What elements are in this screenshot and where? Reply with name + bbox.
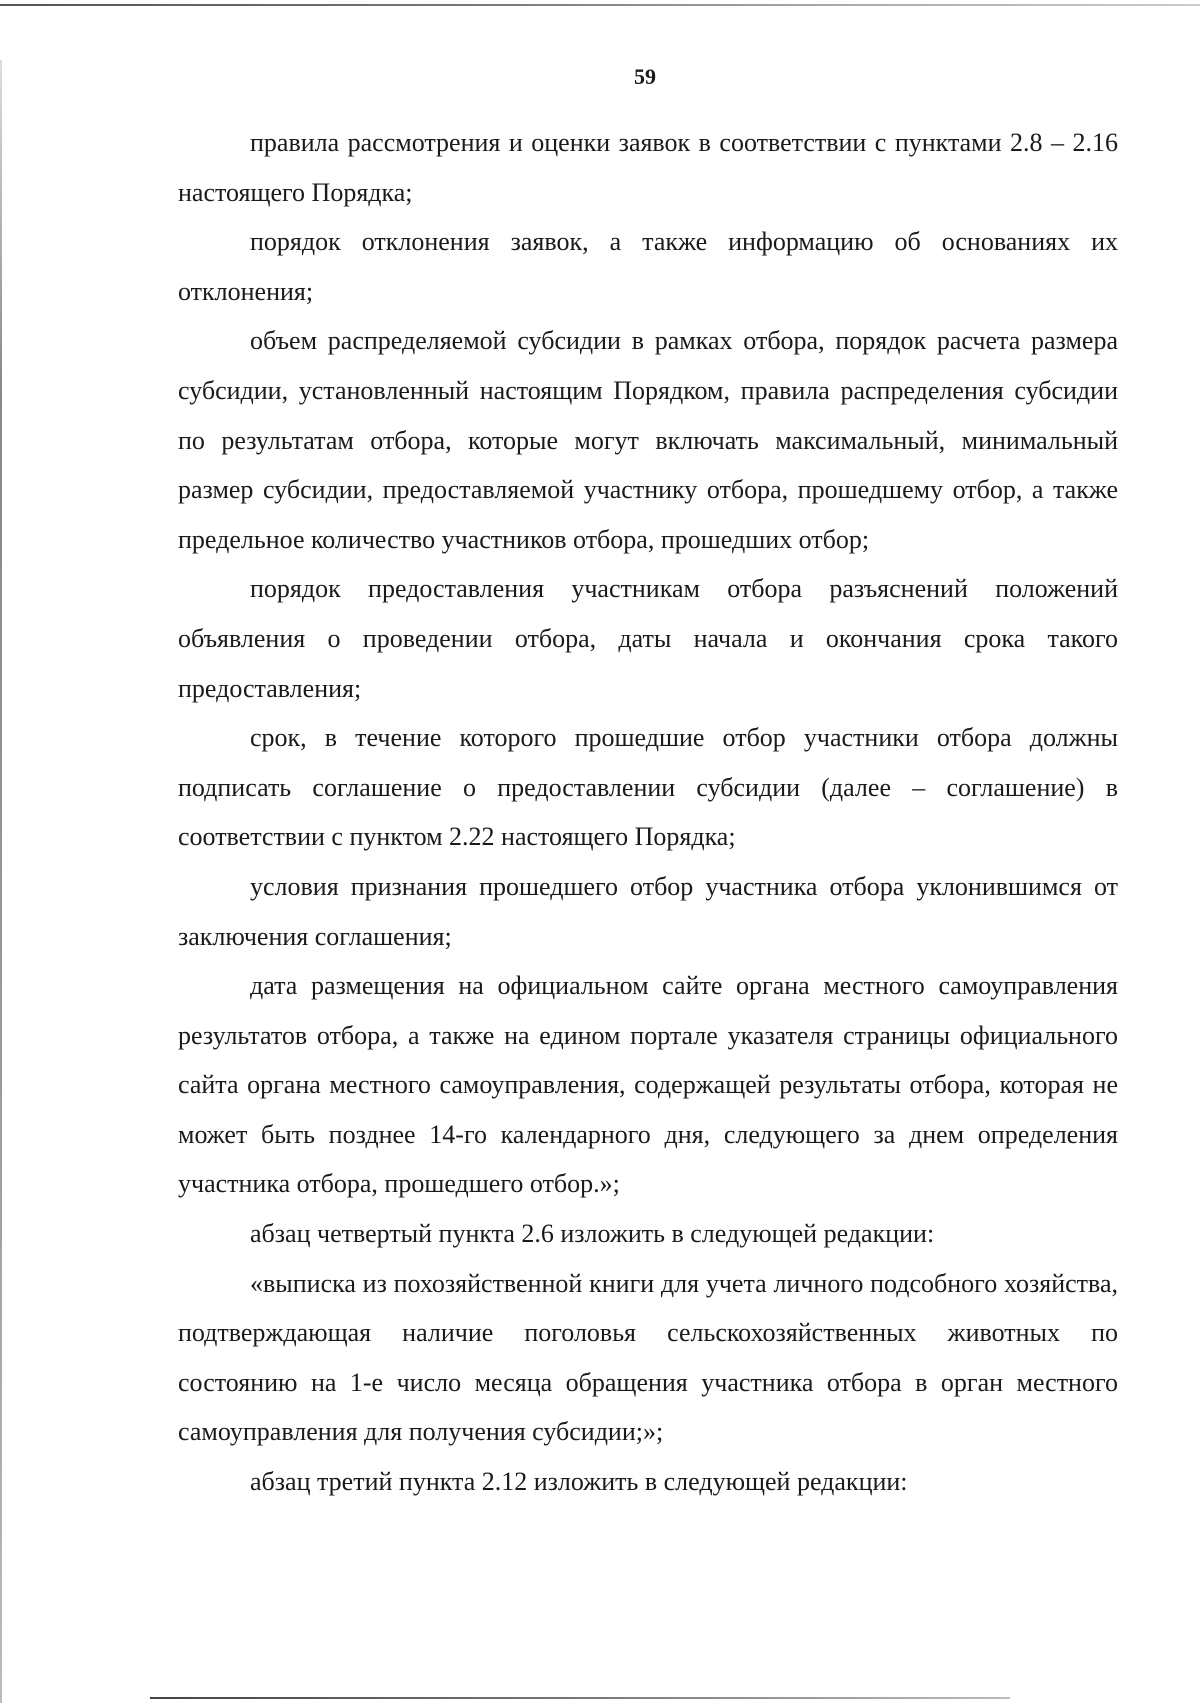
paragraph: условия признания прошедшего отбор участника отбора уклонившимся от заключения соглашения; <box>178 871 1118 951</box>
paragraph: порядок предоставления участникам отбора разъяснений положений объявления о проведении отбора, даты начала и окончания срока такого предоставления; <box>178 574 1118 703</box>
page-number: 59 <box>634 64 656 89</box>
scan-edge-bottom <box>150 1697 1010 1699</box>
paragraph: срок, в течение которого прошедшие отбор участники отбора должны подписать соглашение о предоставлении субсидии (далее – соглашение) в соответствии с пунктом 2.22 настоящего Порядка; <box>178 723 1118 852</box>
paragraph: абзац четвертый пункта 2.6 изложить в следующей редакции: <box>250 1219 935 1249</box>
paragraph: правила рассмотрения и оценки заявок в соответствии с пунктами 2.8 – 2.16 настоящего Порядка; <box>178 128 1118 207</box>
paragraph: объем распределяемой субсидии в рамках отбора, порядок расчета размера субсидии, установленный настоящим Порядком, правила распределения субсидии по результатам отбора, которые могут включать максимальный, минимальный размер субсидии, предоставляемой участнику отбора, прошедшему отбор, а также предельное количество участников отбора, прошедших отбор; <box>178 326 1118 554</box>
scan-edge-top <box>0 4 1200 6</box>
paragraph: абзац третий пункта 2.12 изложить в следующей редакции: <box>250 1467 908 1497</box>
paragraph: дата размещения на официальном сайте органа местного самоуправления результатов отбора, а также на едином портале указателя страницы официального сайта органа местного самоуправления, содержащей результаты отбора, которая не может быть позднее 14-го календарного дня, следующего за днем определения участника отбора, прошедшего отбор.»; <box>178 971 1118 1199</box>
scan-edge-left <box>0 60 2 1703</box>
document-body <box>178 118 1118 1507</box>
paragraph: порядок отклонения заявок, а также информацию об основаниях их отклонения; <box>178 227 1118 306</box>
paragraph: «выписка из похозяйственной книги для учета личного подсобного хозяйства, подтверждающая наличие поголовья сельскохозяйственных животных по состоянию на 1-е число месяца обращения участника отбора в орган местного самоуправления для получения субсидии;»; <box>178 1268 1118 1447</box>
